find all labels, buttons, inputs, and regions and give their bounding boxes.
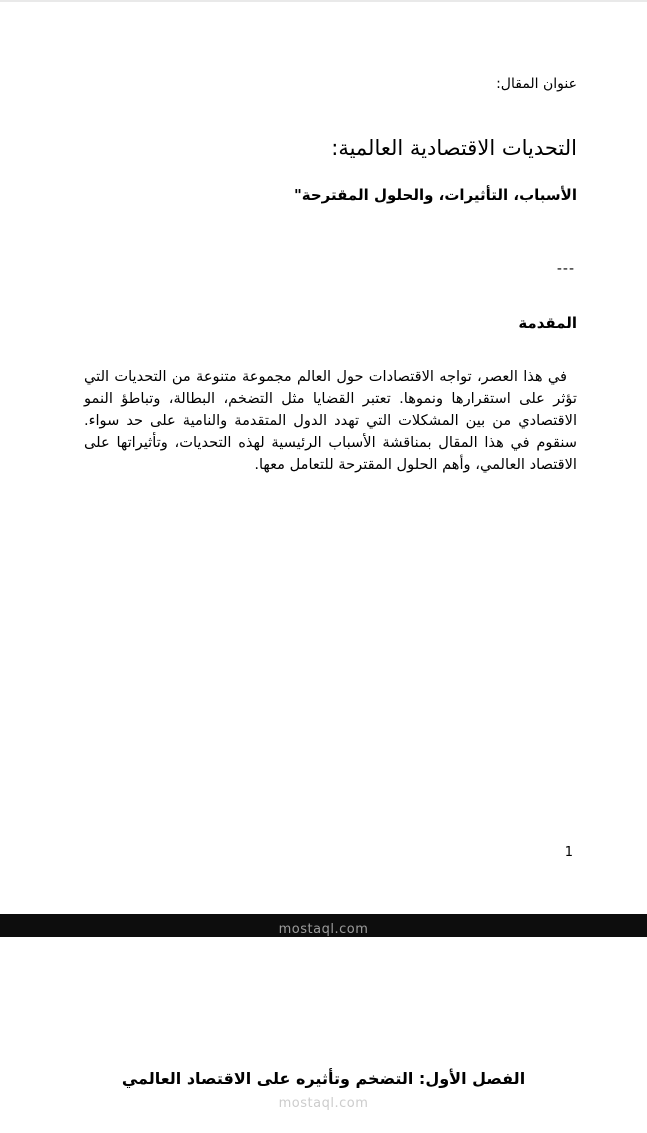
article-title-label: عنوان المقال: [496, 76, 577, 92]
page-top-edge [0, 0, 647, 2]
introduction-heading: المقدمة [518, 314, 577, 332]
chapter-one-heading: الفصل الأول: التضخم وتأثيره على الاقتصاد العالمي [121, 1069, 526, 1088]
article-subtitle: الأسباب، التأثيرات، والحلول المقترحة" [293, 186, 577, 204]
introduction-paragraph: في هذا العصر، تواجه الاقتصادات حول العالم مجموعة متنوعة من التحديات التي تؤثر على استقرارها ونموها. تعتبر القضايا مثل التضخم، البطالة، وتباطؤ النمو الاقتصادي من بين المشكلات التي تهدد الدول المتقدمة والنامية على حد سواء. سنقوم في هذا المقال بمناقشة الأسباب الرئيسية لهذه التحديات، وتأثيراتها على الاقتصاد العالمي، وأهم الحلول المقترحة للتعامل معها. [84, 368, 577, 473]
separator-dashes: --- [556, 261, 575, 277]
article-title: التحديات الاقتصادية العالمية: [331, 136, 577, 160]
page-number: 1 [564, 845, 573, 860]
watermark-text: mostaql.com [278, 922, 369, 937]
watermark-text: mostaql.com [278, 1096, 369, 1111]
